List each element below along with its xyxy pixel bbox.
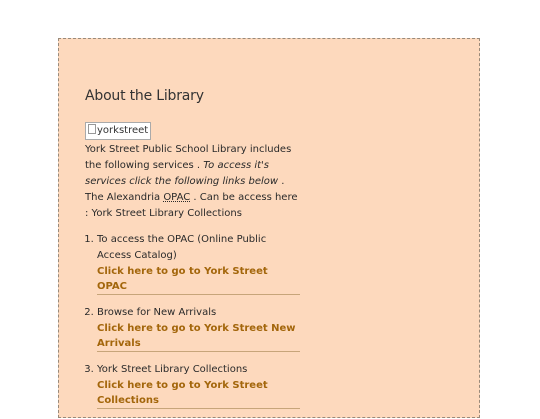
broken-image-placeholder <box>85 122 151 140</box>
image-icon <box>88 124 96 134</box>
intro-text-2: . The Alexandria <box>85 176 285 203</box>
main-content <box>85 88 300 419</box>
service-text: To access the OPAC (Online Public Access Catalog) <box>97 234 267 261</box>
intro-text-3: . Can be access here : York Street Library Collections <box>85 192 298 219</box>
intro-text-1: York Street Public School Library includes the following services . <box>85 144 292 171</box>
intro-italic-text: To access it's services click the following links below <box>85 160 279 187</box>
service-item-collections <box>97 362 300 409</box>
image-alt-text: yorkstreet <box>97 125 149 136</box>
service-item-new-arrivals <box>97 305 300 352</box>
intro-paragraph <box>85 142 300 222</box>
collections-link[interactable]: Click here to go to York Street Collections <box>97 378 300 409</box>
new-arrivals-link[interactable]: Click here to go to York Street New Arrivals <box>97 321 300 352</box>
services-list <box>85 232 300 409</box>
page-title: About the Library <box>85 88 204 104</box>
service-text: Browse for New Arrivals <box>97 307 217 318</box>
opac-link[interactable]: Click here to go to York Street OPAC <box>97 264 300 295</box>
opac-abbr: OPAC <box>163 192 191 203</box>
service-item-opac <box>97 232 300 295</box>
service-text: York Street Library Collections <box>97 364 248 375</box>
